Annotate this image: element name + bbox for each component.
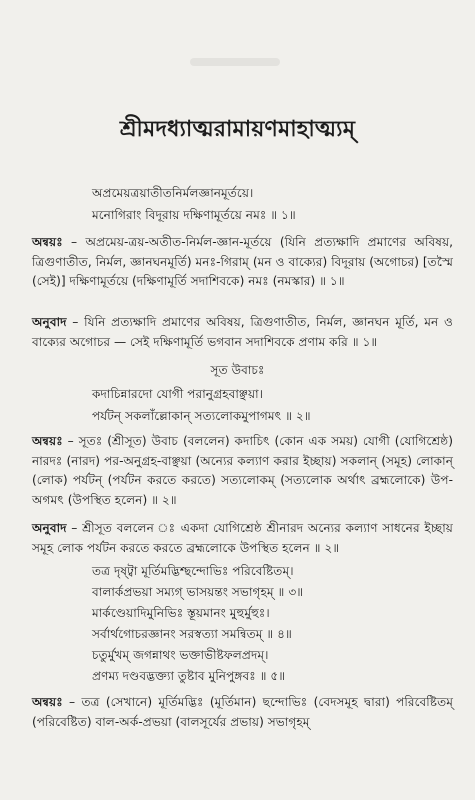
anvaya-1 xyxy=(32,233,453,292)
anvaya-text: – সূতঃ (শ্রীসূত) উবাচ (বললেন) কদাচিৎ (কোন এক সময়) যোগী (যোগিশ্রেষ্ঠ) নারদঃ (নারদ) পর-অনুগ্রহ-বাঞ্ছয়া (অন্যের কল্যাণ করার ইচ্ছায়) সকলান্ (সমূহ) লোকান্ (লোক) পর্যটন্ (পর্যটন করতে করতে) সত্যলোকম্ (সত্যলোক অর্থাৎ ব্রহ্মলোকে) উপ-অগমৎ (উপস্থিত হলেন) ॥ ২॥ xyxy=(32,434,453,507)
verse-3-line-4: সর্বার্থগোচরজ্ঞানং সরস্বত্যা সমন্বিতম্ ॥ ৪॥ xyxy=(92,627,292,641)
anvaya-3 xyxy=(32,693,453,732)
anubad-label: অনুবাদ xyxy=(32,315,67,329)
verse-3-line-1: তত্র দৃষ্ট্বা মূর্তিমদ্ভিশ্ছন্দোভিঃ পরিবেষ্টিতম্। xyxy=(92,564,294,578)
speaker-heading: সূত উবাচঃ xyxy=(210,363,265,377)
page-smudge xyxy=(190,58,280,66)
anubad-label: অনুবাদ xyxy=(32,521,67,535)
anvaya-label: অন্বয়ঃ xyxy=(32,235,63,249)
anvaya-text: – তত্র (সেখানে) মূর্তিমদ্ভিঃ (মূর্তিমান) ছন্দোভিঃ (বেদসমূহ দ্বারা) পরিবেষ্টিতম্ (পরিবেষ্টিত) বাল-অর্ক-প্রভয়া (বালসূর্যের প্রভায়) সভাগৃহম্ xyxy=(32,695,453,729)
page-title: শ্রীমদধ্যাত্মরামায়ণমাহাত্ম্যম্ xyxy=(119,117,356,142)
verse-1-line-2: মনোগিরাং বিদূরায় দক্ষিণামূর্তয়ে নমঃ ॥ ১॥ xyxy=(92,208,296,222)
verse-3-line-5: চতুর্মুখম্ জগন্নাথং ভক্তাভীষ্টফলপ্রদম্। xyxy=(92,648,269,662)
anubad-2 xyxy=(32,519,453,558)
anubad-text: – শ্রীসূত বললেন ঃ একদা যোগিশ্রেষ্ঠ শ্রীনারদ অন্যের কল্যাণ সাধনের ইচ্ছায় সমূহ লোক পর্যটন করতে করতে ব্রহ্মলোকে উপস্থিত হলেন ॥ ২॥ xyxy=(32,521,453,555)
anubad-text: – যিনি প্রত্যক্ষাদি প্রমাণের অবিষয়, ত্রিগুণাতীত, নির্মল, জ্ঞানঘন মূর্তি, মন ও বাক্যের অগোচর — সেই দক্ষিণামূর্তি ভগবান সদাশিবকে প্রণাম করি ॥ ১॥ xyxy=(32,315,453,349)
verse-3-line-2: বালার্কপ্রভয়া সম্যগ্ ভাসয়ন্তং সভাগৃহম্ ॥ ৩॥ xyxy=(92,585,304,599)
verse-1-line-1: অপ্রমেয়ত্রয়াতীতনির্মলজ্ঞানমূর্তয়ে। xyxy=(92,186,254,200)
verse-2-line-2: পর্যটন্ সকলাঁল্লোকান্ সত্যলোকমুপাগমৎ ॥ ২॥ xyxy=(92,409,311,423)
anvaya-label: অন্বয়ঃ xyxy=(32,434,63,448)
anvaya-text: – অপ্রমেয়-ত্রয়-অতীত-নির্মল-জ্ঞান-মূর্তয়ে (যিনি প্রত্যক্ষাদি প্রমাণের অবিষয়, ত্রিগুণাতীত, নির্মল, জ্ঞানঘনমূর্তি) মনঃ-গিরাম্ (মন ও বাক্যের) বিদূরায় (অগোচর) [তস্মৈ (সেই)] দক্ষিণামূর্তয়ে (দক্ষিণামূর্তি সদাশিবকে) নমঃ (নমস্কার) ॥ ১॥ xyxy=(32,235,453,288)
verse-3-line-6: প্রণম্য দণ্ডবদ্ভক্ত্যা তুষ্টাব মুনিপুঙ্গবঃ ॥ ৫॥ xyxy=(92,669,286,683)
verse-2-line-1: কদাচিন্নারদো যোগী পরানুগ্রহবাঞ্ছয়া। xyxy=(92,387,264,401)
anvaya-2 xyxy=(32,432,453,510)
verse-3-line-3: মার্কণ্ডেয়াদিমুনিভিঃ স্তূয়মানং মুহুর্মুহুঃ। xyxy=(92,606,270,620)
anvaya-label: অন্বয়ঃ xyxy=(32,695,63,709)
anubad-1 xyxy=(32,313,453,352)
